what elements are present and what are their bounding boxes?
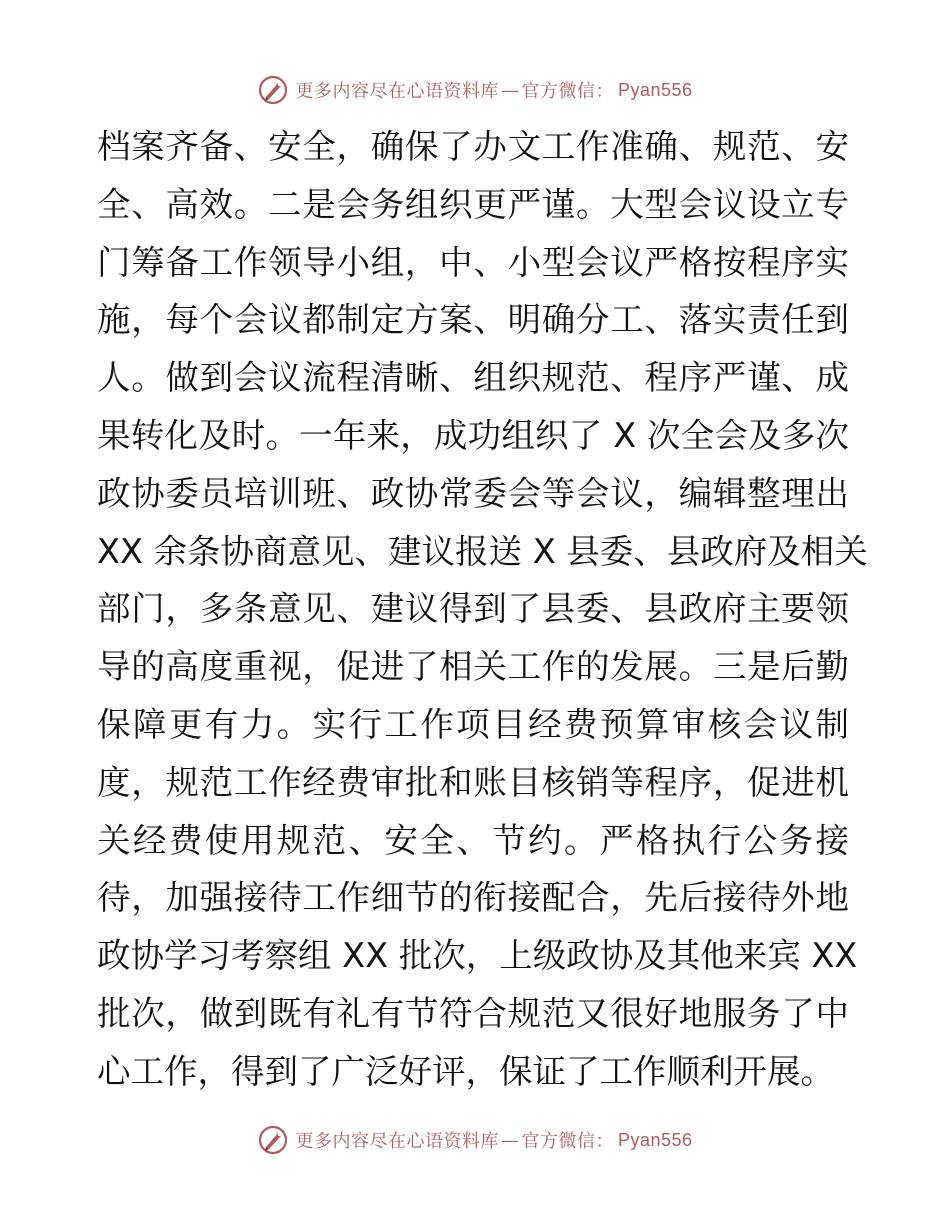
body-line: 门筹备工作领导小组，中、小型会议严格按程序实 [97,242,849,282]
body-line: 果转化及时。一年来，成功组织了 X 次全会及多次 [97,415,849,455]
body-line: 政协学习考察组 XX 批次，上级政协及其他来宾 XX [97,936,858,976]
body-line: 批次，做到既有礼有节符合规范又很好地服务了中 [97,993,849,1033]
header-watermark [0,70,950,110]
body-line: 全、高效。二是会务组织更严谨。大型会议设立专 [97,184,849,224]
watermark-wechat-id: Pyan556 [617,79,693,100]
watermark-dash: — [500,79,520,101]
body-line: XX 余条协商意见、建议报送 X 县委、县政府及相关 [97,531,868,571]
pen-logo-icon [257,74,289,106]
watermark-text: 更多内容尽在心语资料库 [295,1131,499,1152]
body-text [97,118,868,1101]
body-line: 导的高度重视，促进了相关工作的发展。三是后勤 [97,647,849,687]
body-line: 人。做到会议流程清晰、组织规范、程序严谨、成 [97,358,849,398]
pen-logo-icon [257,1124,289,1156]
watermark-wechat-label: 官方微信： [521,81,614,102]
watermark-text: 更多内容尽在心语资料库 [295,81,499,102]
footer-watermark [0,1120,950,1160]
body-line: 政协委员培训班、政协常委会等会议，编辑整理出 [97,473,849,513]
body-line: 关经费使用规范、安全、节约。严格执行公务接 [97,820,849,860]
watermark-wechat-label: 官方微信： [521,1131,614,1152]
watermark-dash: — [500,1129,520,1151]
body-line: 待，加强接待工作细节的衔接配合，先后接待外地 [97,878,849,918]
body-line: 心工作，得到了广泛好评，保证了工作顺利开展。 [97,1051,834,1091]
body-line: 保障更有力。实行工作项目经费预算审核会议制 [97,704,849,744]
body-line: 施，每个会议都制定方案、明确分工、落实责任到 [97,300,849,340]
watermark-wechat-id: Pyan556 [617,1129,693,1150]
body-line: 度，规范工作经费审批和账目核销等程序，促进机 [97,762,849,802]
body-line: 部门，多条意见、建议得到了县委、县政府主要领 [97,589,849,629]
body-line: 档案齐备、安全，确保了办文工作准确、规范、安 [97,127,849,166]
